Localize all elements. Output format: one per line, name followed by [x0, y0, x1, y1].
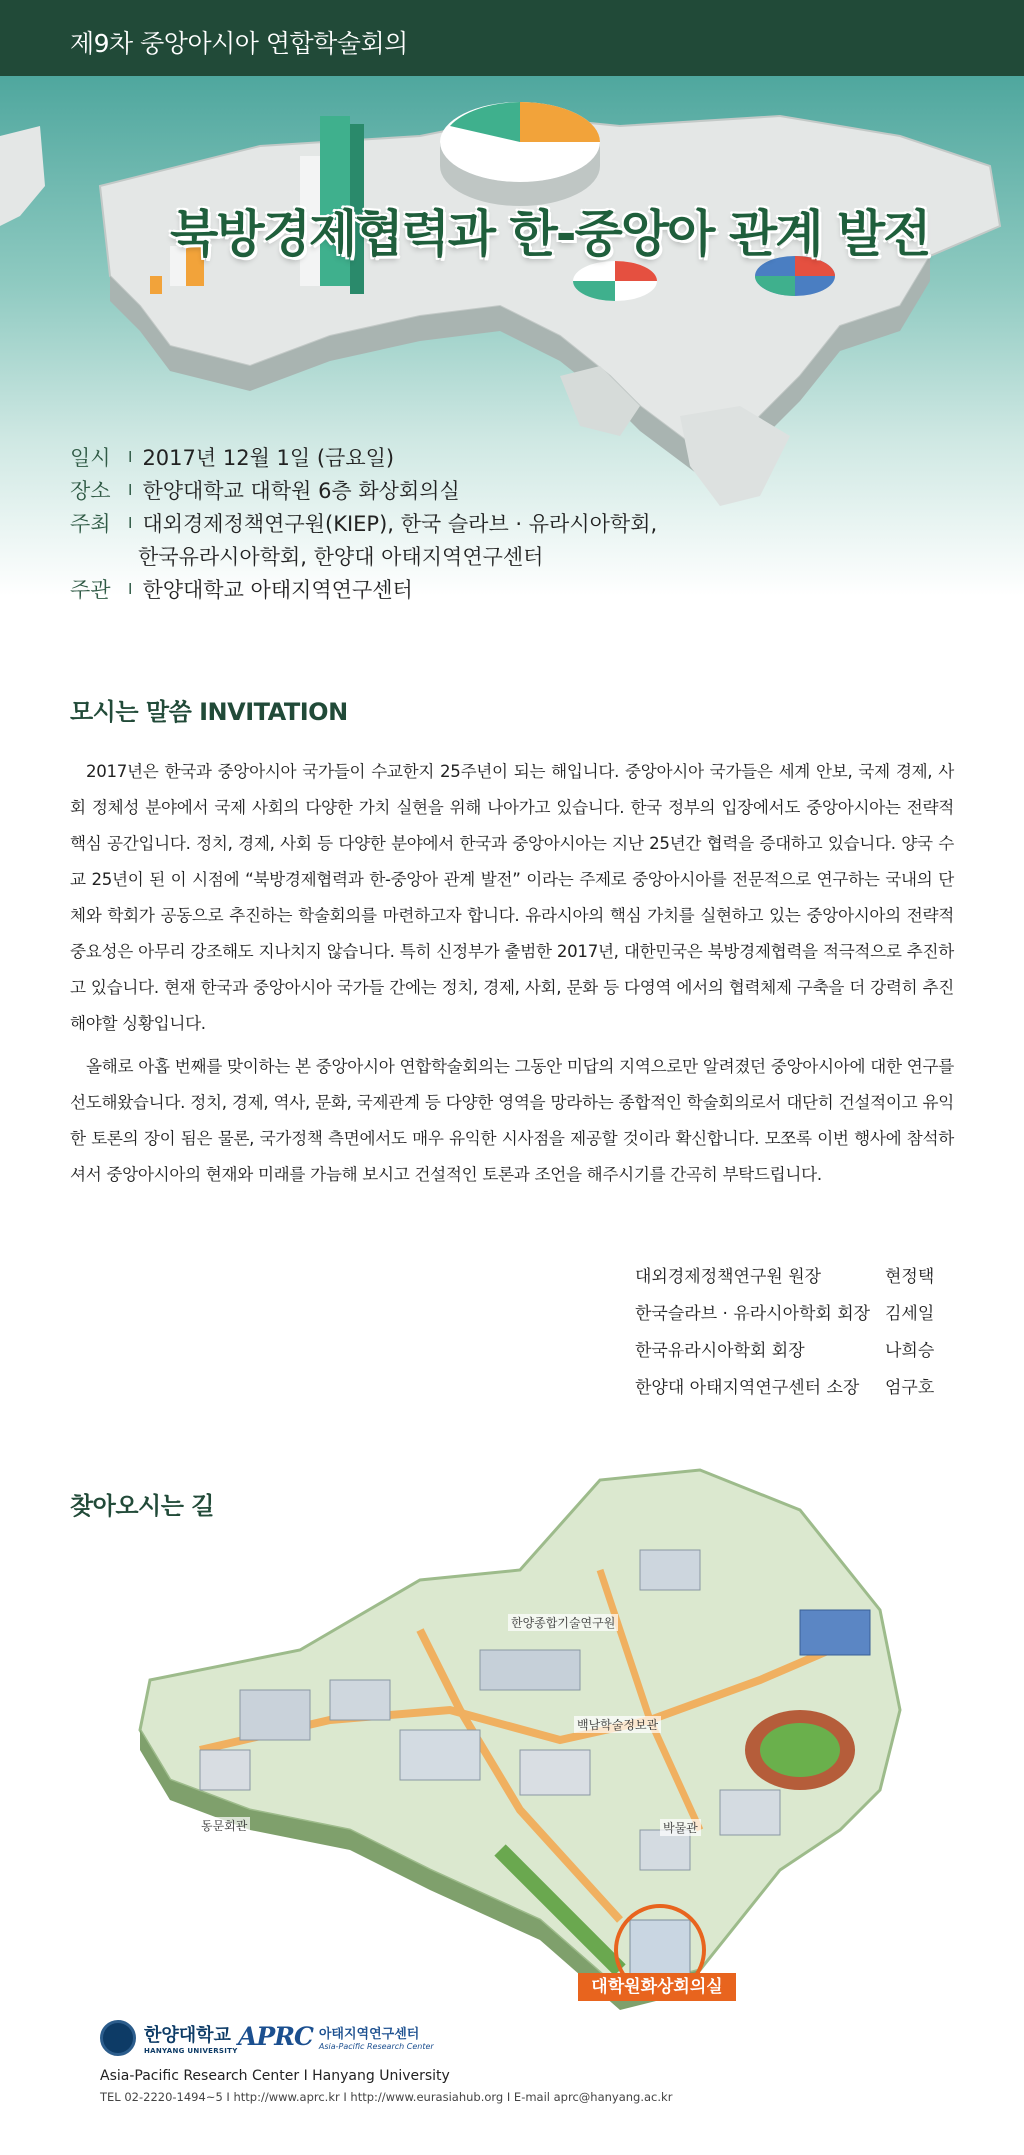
hanyang-logo — [100, 2020, 238, 2056]
separator: I — [128, 480, 133, 499]
footer-contact: TEL 02-2220-1494~5 I http://www.aprc.kr I http://www.eurasiahub.org I E-mail aprc@hanyang.ac.kr — [100, 2090, 673, 2104]
venue-label: 장소 — [70, 478, 111, 503]
map-label-research-institute: 한양종합기술연구원 — [508, 1614, 618, 1631]
signatory-name: 엄구호 — [885, 1378, 935, 1398]
date-label: 일시 — [70, 445, 111, 470]
info-host-row — [70, 506, 657, 539]
info-date-row — [70, 440, 657, 473]
invitation-body — [70, 754, 954, 1200]
invitation-heading: 모시는 말씀 INVITATION — [70, 698, 348, 726]
aprc-logo — [238, 2022, 434, 2051]
hanyang-seal-icon — [100, 2020, 136, 2056]
aprc-logo-en: Asia-Pacific Research Center — [318, 2041, 434, 2051]
venue-value: 한양대학교 대학원 6층 화상회의실 — [142, 478, 460, 503]
campus-map — [0, 1450, 1024, 2010]
map-label-library: 백남학술정보관 — [574, 1716, 661, 1733]
host-label: 주최 — [70, 511, 111, 536]
signatory-org: 대외경제정책연구원 원장 — [635, 1267, 822, 1287]
invitation-paragraph-1: 2017년은 한국과 중앙아시아 국가들이 수교한지 25주년이 되는 해입니다. 중앙아시아 국가들은 세계 안보, 국제 경제, 사회 정체성 분야에서 국제 사회의 다양한 가치 실현을 위해 나아가고 있습니다. 한국 정부의 입장에서도 중앙아시아는 전략적 핵심 공간입니다. 정치, 경제, 사회 등 다양한 분야에서 한국과 중앙아시아는 지난 25년간 협력을 증대하고 있습니다. 양국 수교 25년이 된 이 시점에 “북방경제협력과 한-중앙아 관계 발전” 이라는 주제로 중앙아시아를 전문적으로 연구하는 국내의 단체와 학회가 공동으로 추진하는 학술회의를 마련하고자 합니다. 유라시아의 핵심 가치를 실현하고 있는 중앙아시아의 전략적 중요성은 아무리 강조해도 지나치지 않습니다. 특히 신정부가 출범한 2017년, 대한민국은 북방경제협력을 적극적으로 추진하고 있습니다. 현재 한국과 중앙아시아 국가들 간에는 정치, 경제, 사회, 문화 등 다영역 에서의 협력체제 구축을 더 강력히 추진해야할 싱황입니다. — [70, 762, 954, 1033]
header-bar — [0, 0, 1024, 76]
event-title: 북방경제협력과 한-중앙아 관계 발전 — [170, 205, 930, 263]
host-value-2: 한국유라시아학회, 한양대 아태지역연구센터 — [138, 544, 544, 569]
signatory-org: 한양대 아태지역연구센터 소장 — [635, 1378, 860, 1398]
conference-name: 제9차 중앙아시아 연합학술회의 — [70, 29, 408, 58]
aprc-logo-mark: APRC — [238, 2022, 313, 2051]
signatory-name: 김세일 — [885, 1304, 935, 1324]
signatory-row — [635, 1293, 934, 1330]
directions-heading: 찾아오시는 길 — [70, 1492, 214, 1520]
separator: I — [128, 513, 133, 532]
organizer-label: 주관 — [70, 577, 111, 602]
map-label-alumni-hall: 동문회관 — [198, 1817, 250, 1834]
date-value: 2017년 12월 1일 (금요일) — [142, 445, 395, 470]
hanyang-logo-text: 한양대학교 — [144, 2025, 231, 2046]
info-host-row-2 — [70, 539, 657, 572]
event-info — [70, 440, 657, 605]
signatories — [635, 1256, 934, 1404]
host-value-1: 대외경제정책연구원(KIEP), 한국 슬라브 · 유라시아학회, — [142, 511, 658, 536]
signatory-org: 한국슬라브 · 유라시아학회 회장 — [635, 1304, 871, 1324]
venue-callout: 대학원화상회의실 — [578, 1973, 736, 2001]
separator: I — [128, 447, 133, 466]
organizer-value: 한양대학교 아태지역연구센터 — [142, 577, 413, 602]
info-venue-row — [70, 473, 657, 506]
signatory-name: 나희승 — [885, 1341, 935, 1361]
map-label-museum: 박물관 — [660, 1819, 701, 1836]
info-organizer-row — [70, 572, 657, 605]
footer-org-name: Asia-Pacific Research Center I Hanyang University — [100, 2068, 450, 2084]
invitation-paragraph-2: 올해로 아홉 번째를 맞이하는 본 중앙아시아 연합학술회의는 그동안 미답의 지역으로만 알려졌던 중앙아시아에 대한 연구를 선도해왔습니다. 정치, 경제, 역사, 문화, 국제관계 등 다양한 영역을 망라하는 종합적인 학술회의로서 대단히 건설적이고 유익한 토론의 장이 됨은 물론, 국가정책 측면에서도 매우 유익한 시사점을 제공할 것이라 확신합니다. 모쪼록 이번 행사에 참석하셔서 중앙아시아의 현재와 미래를 가늠해 보시고 건설적인 토론과 조언을 해주시기를 간곡히 부탁드립니다. — [70, 1057, 954, 1184]
signatory-row — [635, 1330, 934, 1367]
hanyang-logo-en: HANYANG UNIVERSITY — [144, 2047, 238, 2055]
signatory-org: 한국유라시아학회 회장 — [635, 1341, 805, 1361]
aprc-logo-kr: 아태지역연구센터 — [318, 2026, 420, 2042]
signatory-name: 현정택 — [885, 1267, 935, 1287]
signatory-row — [635, 1367, 934, 1404]
separator: I — [128, 579, 133, 598]
signatory-row — [635, 1256, 934, 1293]
